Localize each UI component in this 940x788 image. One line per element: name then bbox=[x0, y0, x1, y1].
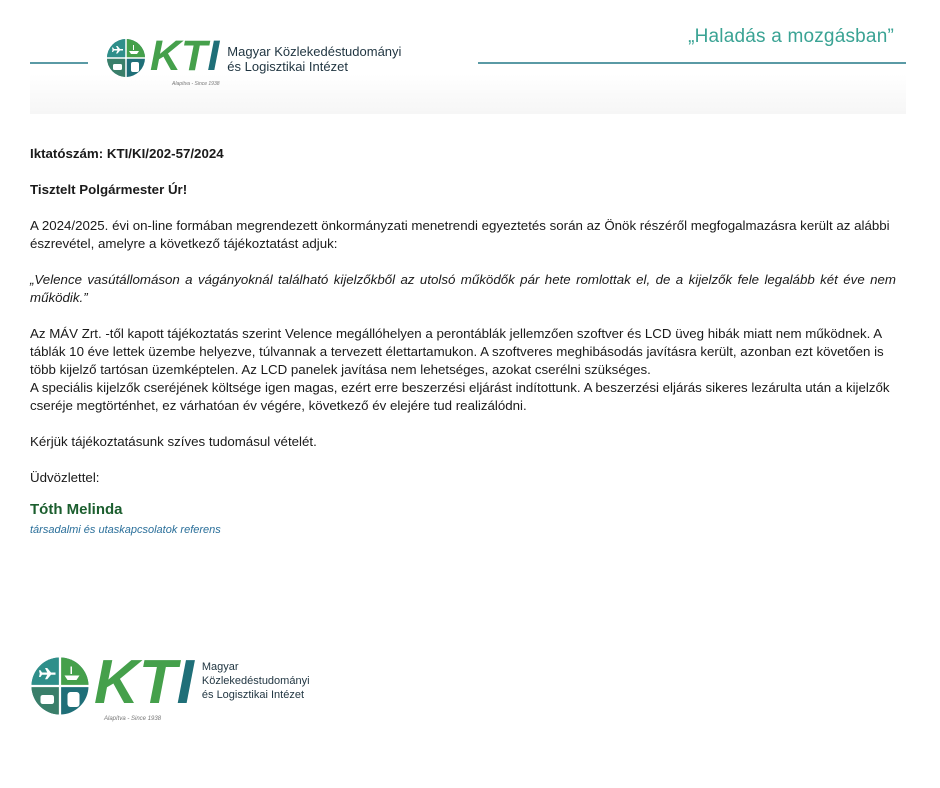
signer-title: társadalmi és utaskapcsolatok referens bbox=[30, 524, 221, 536]
body-paragraph-1: Az MÁV Zrt. -től kapott tájékoztatás szerint Velence megállóhelyen a perontáblák jellemzően szoftver és LCD üveg hibák miatt nem működnek. A táblák 10 éve lettek üzembe helyezve, túlvannak a tervezett élettartamukon. A szoftveres meghibásodás javításra került, azonban ezt követően is több kijelző tartósan üzemképtelen. Az LCD panelek javítása nem lehetséges, azokat cserélni szükséges. bbox=[30, 326, 884, 377]
letter-body bbox=[30, 145, 896, 539]
founded-caption: Alapítva - Since 1938 bbox=[172, 81, 220, 87]
institute-name: Magyar Közlekedéstudományi és Logisztikai Intézet bbox=[227, 44, 402, 74]
request-line: Kérjük tájékoztatásunk szíves tudomásul vételét. bbox=[30, 434, 317, 449]
motto: „Haladás a mozgásban” bbox=[688, 26, 894, 47]
kti-emblem-icon bbox=[106, 38, 146, 78]
header-rule-right bbox=[478, 62, 906, 64]
institute-name: Magyar Közlekedéstudományi és Logisztikai Intézet bbox=[201, 661, 310, 701]
kti-wordmark: KTI bbox=[94, 648, 194, 717]
signer-name: Tóth Melinda bbox=[30, 501, 123, 518]
letterhead bbox=[30, 14, 906, 114]
kti-wordmark: KTI bbox=[150, 32, 220, 80]
header-rule-left bbox=[30, 62, 88, 64]
closing-line: Üdvözlettel: bbox=[30, 470, 100, 485]
intro-paragraph: A 2024/2025. évi on-line formában megrendezett önkormányzati menetrendi egyeztetés során az Önök részéről megfogalmazásra került az alábbi észrevétel, amelyre a következő tájékoztatást adjuk: bbox=[30, 218, 890, 251]
footer-logo bbox=[30, 648, 310, 722]
reference-line: Iktatószám: KTI/KI/202-57/2024 bbox=[30, 146, 224, 161]
kti-emblem-icon bbox=[30, 656, 90, 716]
salutation: Tisztelt Polgármester Úr! bbox=[30, 182, 188, 197]
header-logo bbox=[106, 32, 402, 87]
founded-caption: Alapítva - Since 1938 bbox=[104, 716, 162, 722]
body-paragraph-2: A speciális kijelzők cseréjének költsége igen magas, ezért erre beszerzési eljárást indítottunk. A beszerzési eljárás sikeres lezárulta után a kijelzők cseréje megtörténhet, ez várhatóan év végére, következő év elejére tud realizálódni. bbox=[30, 380, 890, 413]
quoted-remark: „Velence vasútállomáson a vágányoknál található kijelzőkből az utolsó működők pár hete romlottak el, de a kijelzők fele legalább két éve nem működik.” bbox=[30, 272, 896, 305]
